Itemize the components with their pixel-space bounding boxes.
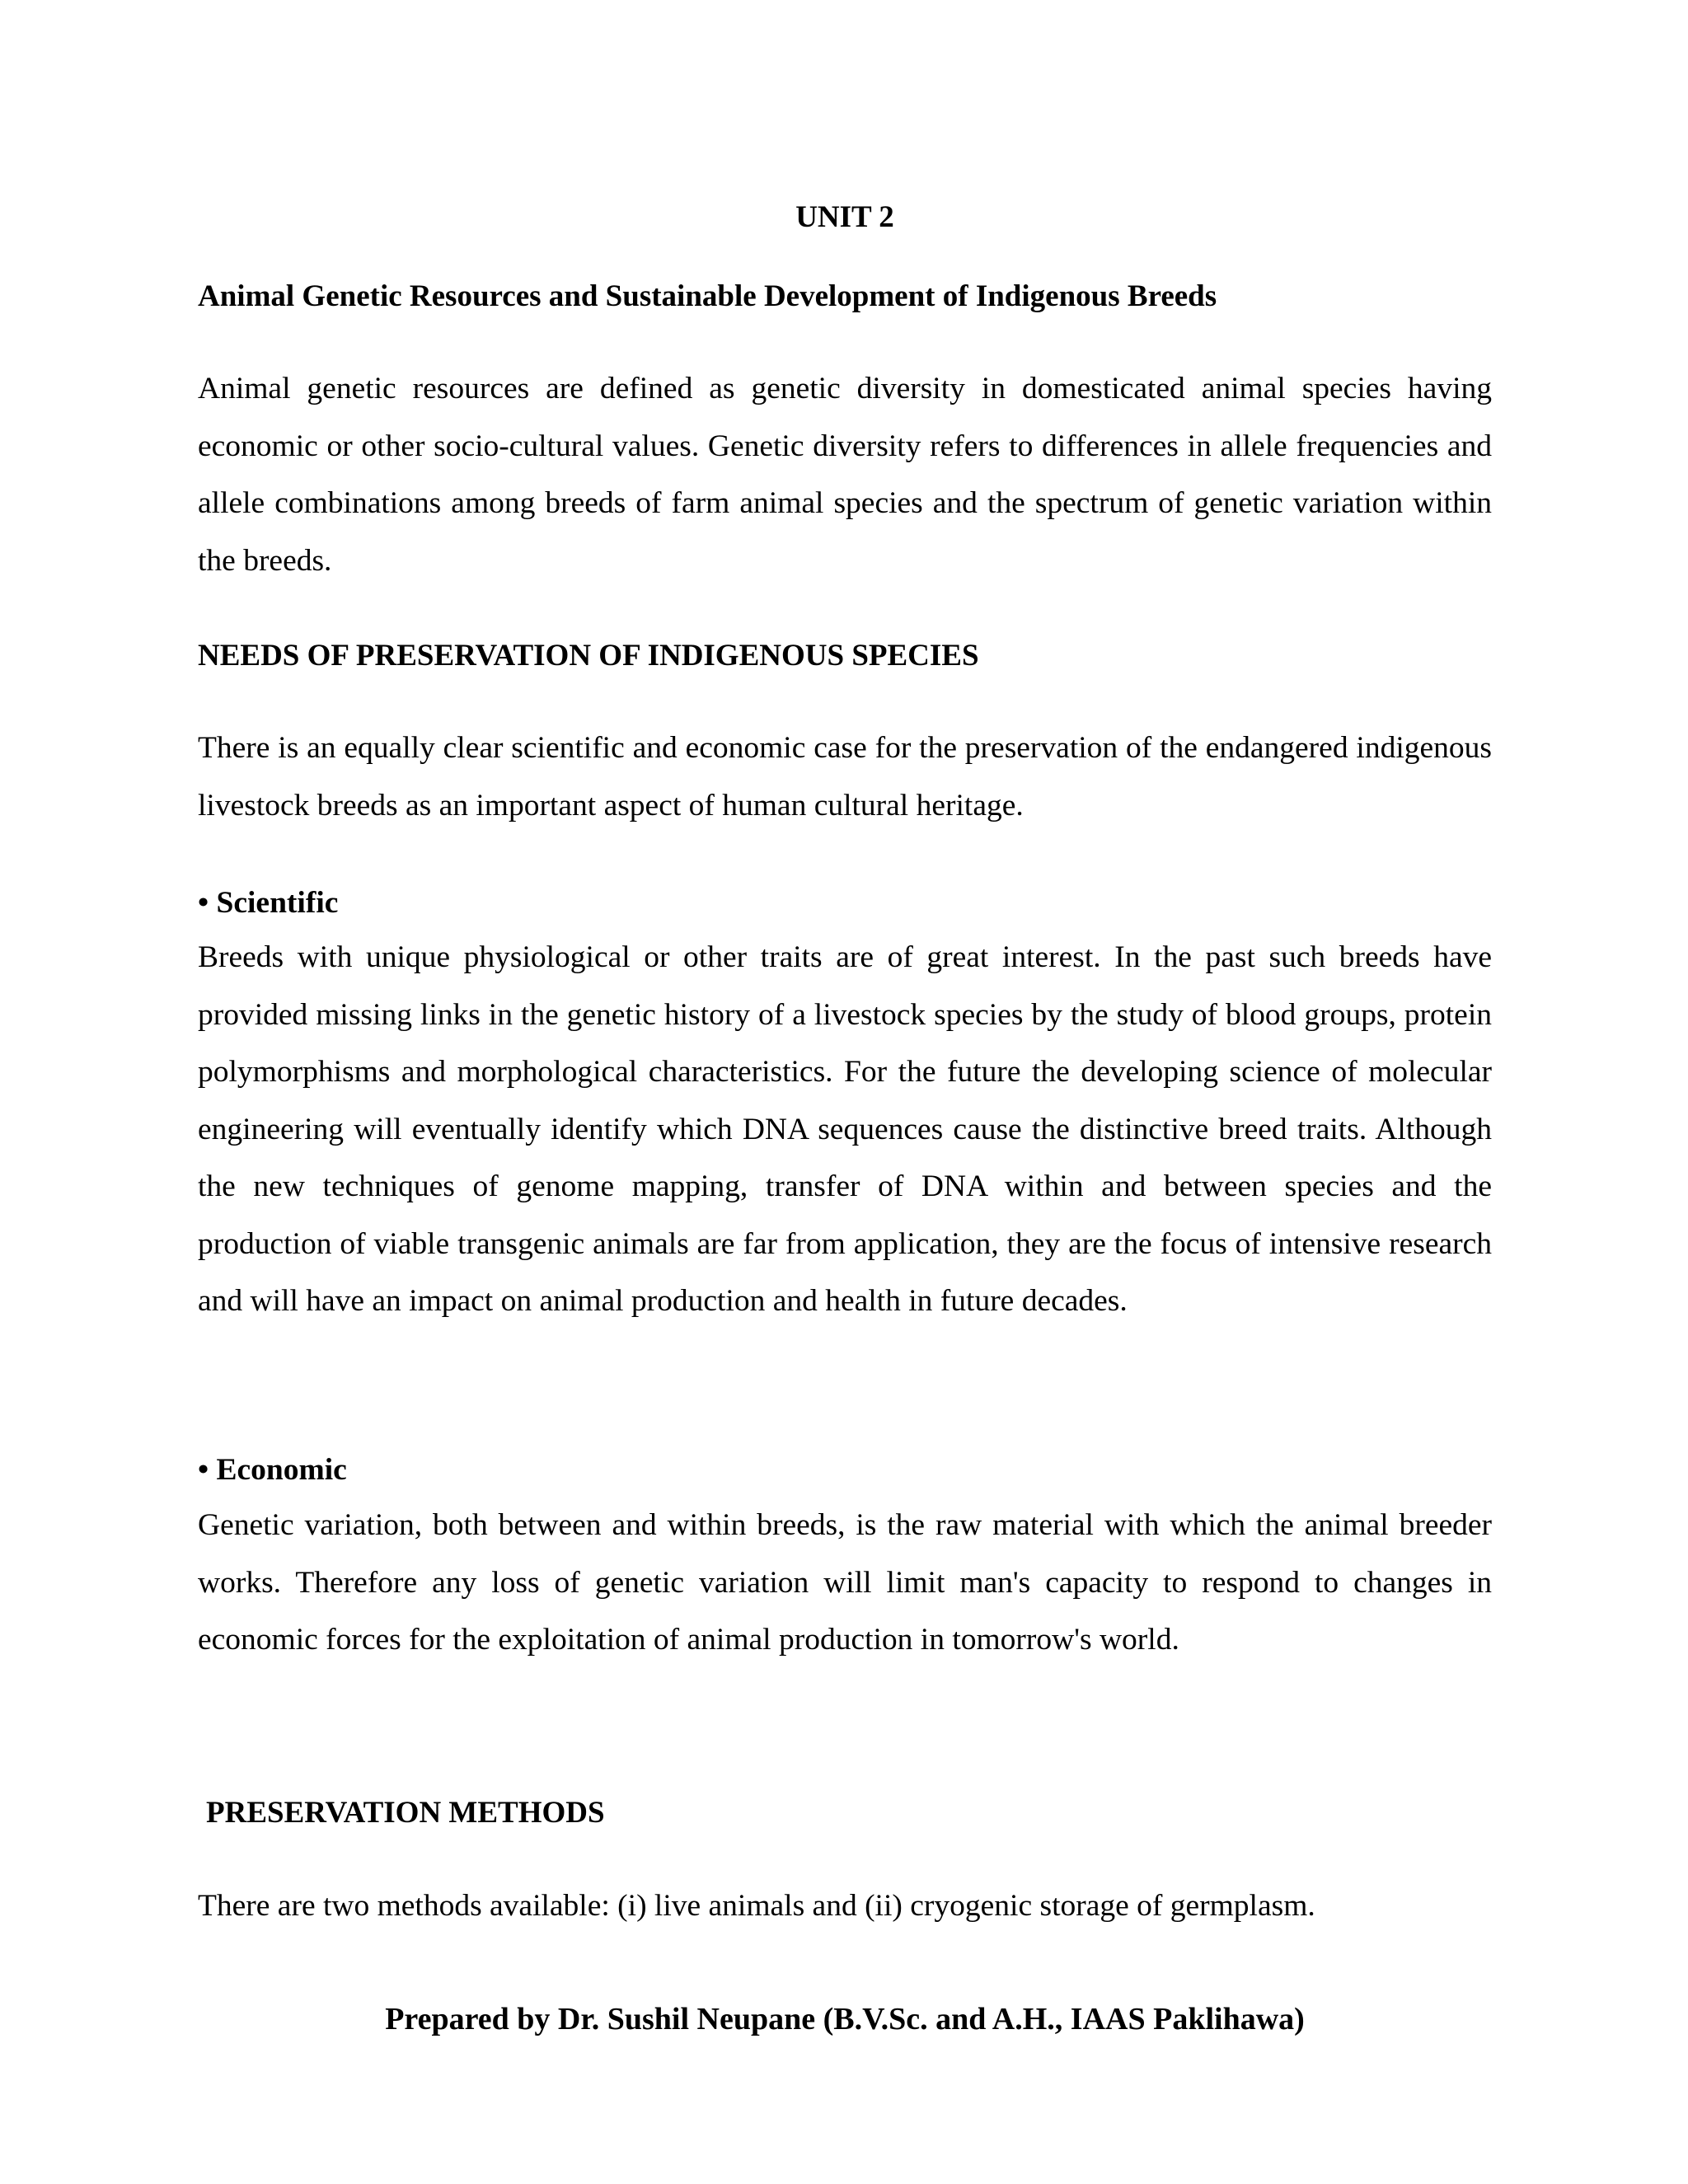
economic-heading: • Economic — [198, 1453, 347, 1487]
scientific-heading: • Scientific — [198, 886, 339, 920]
needs-paragraph: There is an equally clear scientific and economic case for the preservation of the endangered indigenous livestock breeds as an important aspect of human cultural heritage. — [198, 731, 1492, 823]
methods-paragraph: There are two methods available: (i) live animals and (ii) cryogenic storage of germplasm. — [198, 1889, 1315, 1923]
document-page — [198, 0, 1492, 2184]
unit-title: UNIT 2 — [795, 200, 894, 234]
scientific-paragraph: Breeds with unique physiological or other traits are of great interest. In the past such breeds have provided missing links in the genetic history of a livestock species by the study of blood groups, protein polymorphisms and morphological characteristics. For the future the developing science of molecular engineering will eventually identify which DNA sequences cause the distinctive breed traits. Although the new techniques of genome mapping, transfer of DNA within and between species and the production of viable transgenic animals are far from application, they are the focus of intensive research and will have an impact on animal production and health in future decades. — [198, 940, 1492, 1318]
footer-credit: Prepared by Dr. Sushil Neupane (B.V.Sc. and A.H., IAAS Paklihawa) — [385, 2002, 1305, 2036]
methods-heading: PRESERVATION METHODS — [206, 1796, 605, 1830]
main-heading: Animal Genetic Resources and Sustainable Development of Indigenous Breeds — [198, 279, 1217, 313]
economic-paragraph: Genetic variation, both between and within breeds, is the raw material with which the animal breeder works. Therefore any loss of genetic variation will limit man's capacity to respond to changes in economic forces for the exploitation of animal production in tomorrow's world. — [198, 1508, 1492, 1657]
intro-paragraph: Animal genetic resources are defined as genetic diversity in domesticated animal species having economic or other socio-cultural values. Genetic diversity refers to differences in allele frequencies and allele combinations among breeds of farm animal species and the spectrum of genetic variation within the breeds. — [198, 372, 1492, 578]
needs-heading: NEEDS OF PRESERVATION OF INDIGENOUS SPECIES — [198, 639, 979, 673]
